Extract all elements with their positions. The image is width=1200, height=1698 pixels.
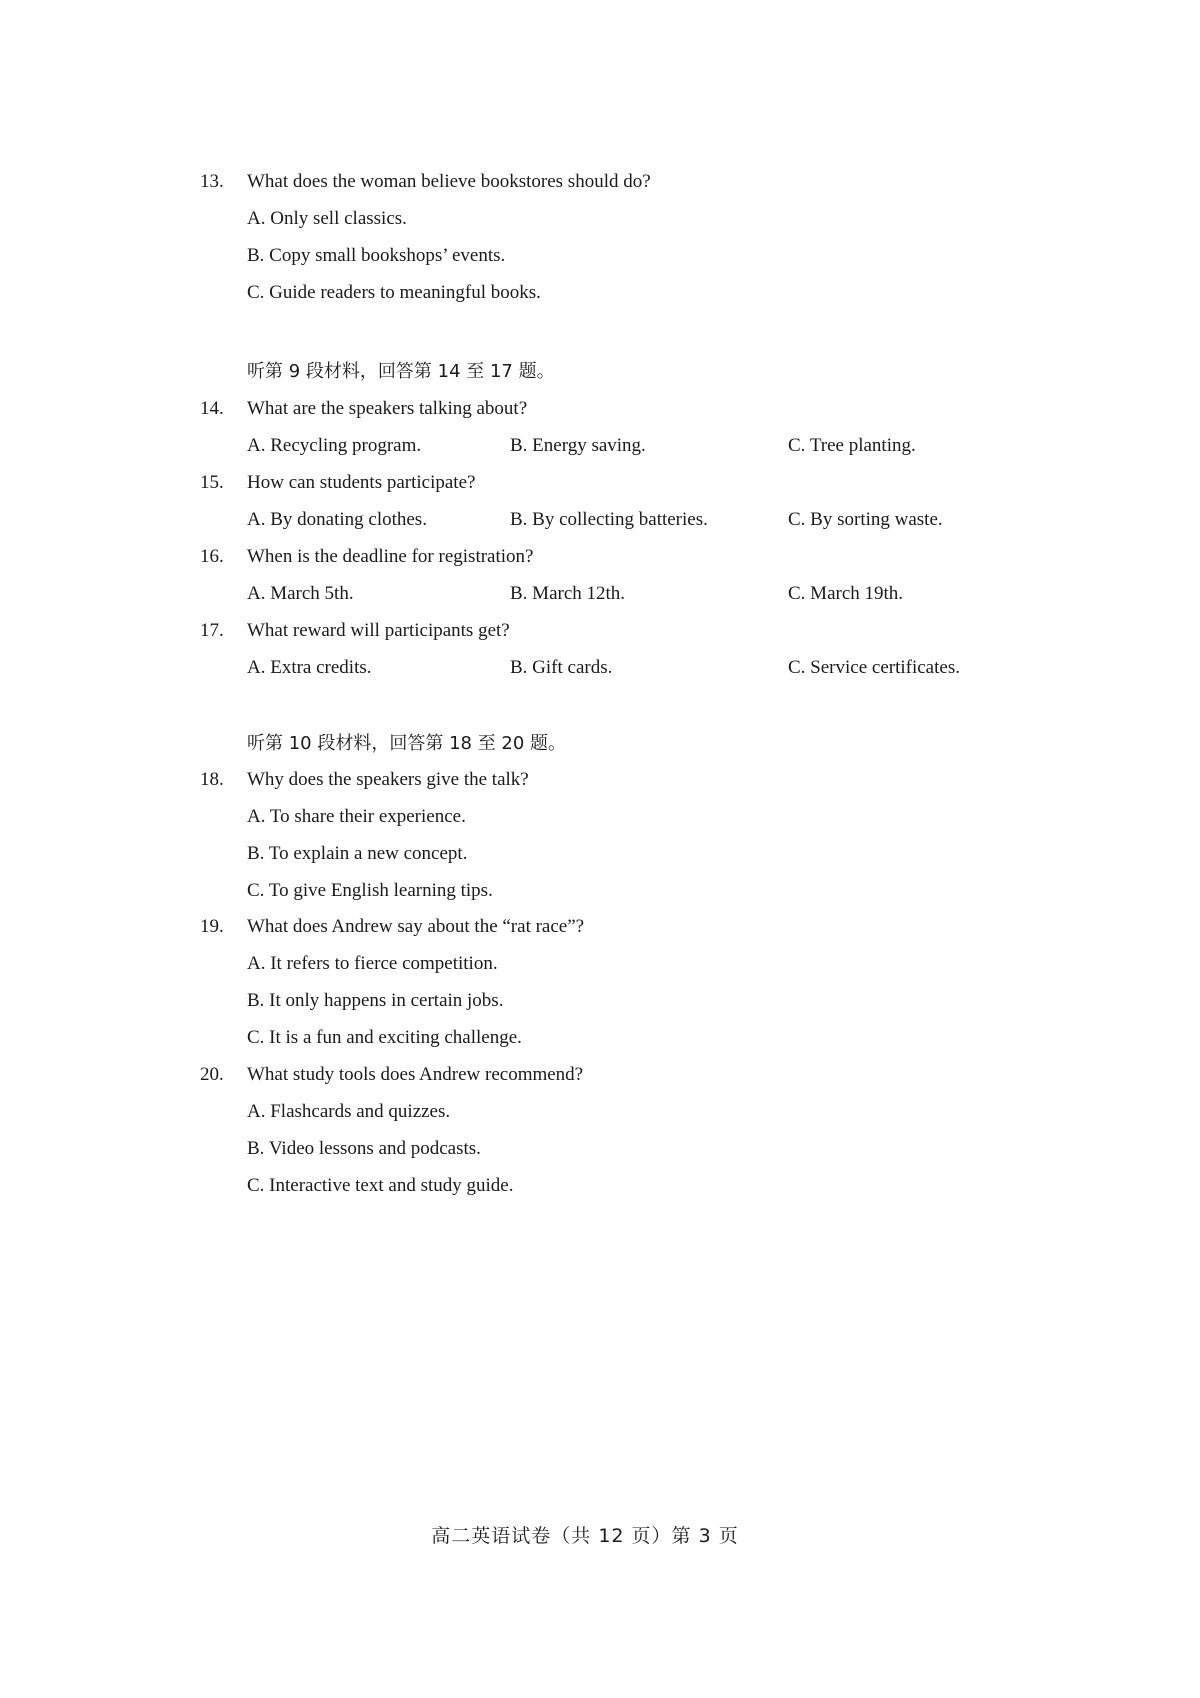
question-number: 18. bbox=[200, 769, 224, 790]
question-stem: What study tools does Andrew recommend? bbox=[247, 1064, 584, 1085]
option-a: A. Only sell classics. bbox=[247, 208, 407, 229]
question-stem: What does Andrew say about the “rat race”? bbox=[247, 916, 585, 937]
option-b: B. To explain a new concept. bbox=[247, 843, 468, 864]
option-a: A. To share their experience. bbox=[247, 806, 466, 827]
question-stem: How can students participate? bbox=[247, 472, 476, 493]
option-b: B. Energy saving. bbox=[510, 435, 646, 456]
option-b: B. Video lessons and podcasts. bbox=[247, 1138, 481, 1159]
section-heading: 听第 9 段材料，回答第 14 至 17 题。 bbox=[247, 361, 555, 382]
option-a: A. By donating clothes. bbox=[247, 509, 427, 530]
question-stem: When is the deadline for registration? bbox=[247, 546, 534, 567]
option-a: A. Extra credits. bbox=[247, 657, 372, 678]
option-c: C. Interactive text and study guide. bbox=[247, 1175, 514, 1196]
option-c: C. It is a fun and exciting challenge. bbox=[247, 1027, 522, 1048]
page-footer: 高二英语试卷（共 12 页）第 3 页 bbox=[431, 1525, 739, 1547]
question-number: 17. bbox=[200, 620, 224, 641]
option-b: B. Gift cards. bbox=[510, 657, 613, 678]
question-number: 16. bbox=[200, 546, 224, 567]
question-number: 14. bbox=[200, 398, 224, 419]
option-a: A. March 5th. bbox=[247, 583, 354, 604]
option-a: A. It refers to fierce competition. bbox=[247, 953, 498, 974]
option-c: C. By sorting waste. bbox=[788, 509, 943, 530]
option-a: A. Flashcards and quizzes. bbox=[247, 1101, 451, 1122]
question-stem: What are the speakers talking about? bbox=[247, 398, 528, 419]
option-b: B. By collecting batteries. bbox=[510, 509, 708, 530]
option-a: A. Recycling program. bbox=[247, 435, 422, 456]
question-number: 13. bbox=[200, 171, 224, 192]
question-number: 19. bbox=[200, 916, 224, 937]
option-c: C. Tree planting. bbox=[788, 435, 916, 456]
question-stem: Why does the speakers give the talk? bbox=[247, 769, 529, 790]
option-c: C. March 19th. bbox=[788, 583, 904, 604]
option-b: B. Copy small bookshops’ events. bbox=[247, 245, 506, 266]
option-c: C. To give English learning tips. bbox=[247, 880, 493, 901]
option-c: C. Guide readers to meaningful books. bbox=[247, 282, 541, 303]
question-stem: What reward will participants get? bbox=[247, 620, 510, 641]
option-c: C. Service certificates. bbox=[788, 657, 960, 678]
question-stem: What does the woman believe bookstores should do? bbox=[247, 171, 651, 192]
section-heading: 听第 10 段材料，回答第 18 至 20 题。 bbox=[247, 733, 567, 754]
question-number: 15. bbox=[200, 472, 224, 493]
question-number: 20. bbox=[200, 1064, 224, 1085]
option-b: B. It only happens in certain jobs. bbox=[247, 990, 504, 1011]
option-b: B. March 12th. bbox=[510, 583, 626, 604]
